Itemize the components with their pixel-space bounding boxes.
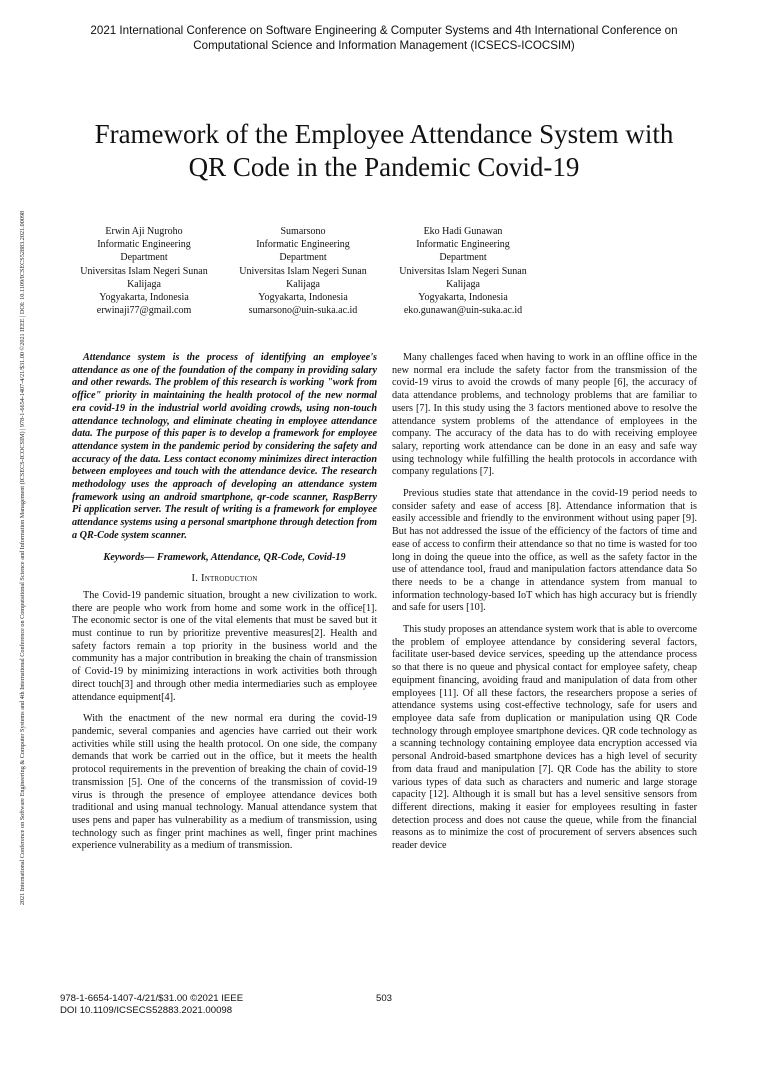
- body-paragraph: Many challenges faced when having to work in an offline office in the new normal era include the safety factor from the transmission of the covid-19 virus to avoid the crowds of many people [6], the accuracy of data attendance problems, and technology problems that are familiar to users [7]. In this study using the 3 factors mentioned above to resolve the attendance system problems of the attendance of employees in the company. The accuracy of the data has to do with receiving employee salary, reporting work attendance can be done in an easy and safe way using technology while fulfilling the health protocols in accordance with company regulations [7].: [392, 352, 697, 478]
- section-heading-introduction: [72, 573, 377, 586]
- conference-line-2: Computational Science and Information Management (ICSECS-ICOCSIM): [193, 38, 575, 52]
- author-dept-2: Department: [120, 252, 168, 264]
- author-name: Eko Hadi Gunawan: [423, 226, 503, 237]
- author-city: Yogyakarta, Indonesia: [258, 292, 348, 304]
- author-univ: Universitas Islam Negeri Sunan: [239, 265, 367, 277]
- author-block-2: [218, 225, 388, 317]
- author-univ: Universitas Islam Negeri Sunan: [80, 265, 208, 277]
- author-dept: Informatic Engineering: [97, 239, 191, 251]
- author-univ-2: Kalijaga: [127, 278, 161, 290]
- author-dept-2: Department: [279, 252, 327, 264]
- body-paragraph: With the enactment of the new normal era during the covid-19 pandemic, several companies and agencies have carried out their work activities while still using the health protocol. On one side, the company demands that work be carried out in the office, but it meets the health protocol requirements in the prevention of breaking the chain of covid-19 transmission [5]. One of the concerns of the transmission of covid-19 virus is through the presence of employee attendance devices both traditional and using manual technology. Manual attendance system that uses pens and paper has vulnerability as a medium of transmission, using technology such as finger print machines as well, finger print machines experience vulnerability as a medium of transmission.: [72, 713, 377, 852]
- section-number: I.: [191, 573, 199, 585]
- author-dept: Informatic Engineering: [256, 239, 350, 251]
- author-dept-2: Department: [439, 252, 487, 264]
- conference-header: [30, 24, 738, 53]
- body-paragraph: Previous studies state that attendance in the covid-19 period needs to consider safety and ease of access [8]. Attendance information that is easily accessible and friendly to the environment without using paper [9]. But has not addressed the issue of the efficiency of the factors of time and ease of access to confirm their attendance so that no time is wasted for too long in doing the queue into the office, as well as the safety factor in the use of attendance tool, fraud and manipulation factors attendance data So there needs to be a change in attendance system from manual to information technology-based IoT which has high accuracy but is friendly and safe for users [10].: [392, 488, 697, 614]
- author-block-1: [59, 225, 229, 317]
- footer-doi: DOI 10.1109/ICSECS52883.2021.00098: [60, 1005, 233, 1016]
- author-name: Sumarsono: [280, 226, 326, 237]
- page-number: 503: [376, 993, 393, 1004]
- paper-title: [40, 118, 728, 184]
- footer-isbn: 978-1-6654-1407-4/21/$31.00 ©2021 IEEE: [60, 993, 244, 1004]
- author-dept: Informatic Engineering: [416, 239, 510, 251]
- author-email: sumarsono@uin-suka.ac.id: [248, 305, 358, 317]
- right-column: [392, 352, 697, 862]
- body-paragraph: This study proposes an attendance system work that is able to overcome the problem of employee attendance by considering several factors, facilitate user-based device services, speeding up the attendance process so that there is no queue and physical contact for employee safety, cheap equipment financing, avoiding fraud and manipulation of data from other employees [11]. Of all these factors, the researchers propose a series of attendance systems using cost-effective technology, safe for users and employee data safe from duplication or manipulation using QR Code technology through employee smartphone devices. QR code technology as a scanning technology containing employee data encryption accessed via personal Android-based smartphone devices has a high level of security from data fraud and manipulation [7]. QR Code has the ability to store various types of data such as characters and numeric and large storage capacity [12]. Although it is small but has a level sensitive sensors from different directions, making it easier for employees resulting in faster detection process and does not cause the queue, while from the financial reasons as to minimize the cost of procurement of servers absences such reader device: [392, 624, 697, 852]
- title-line-2: QR Code in the Pandemic Covid-19: [188, 152, 580, 182]
- author-city: Yogyakarta, Indonesia: [99, 292, 189, 304]
- page-footer: [60, 993, 720, 1021]
- author-block-3: [378, 225, 548, 317]
- conference-line-1: 2021 International Conference on Software Engineering & Computer Systems and 4th International Conference on: [90, 24, 678, 37]
- keywords: Keywords— Framework, Attendance, QR-Code, Covid-19: [103, 551, 346, 563]
- author-univ-2: Kalijaga: [286, 278, 320, 290]
- left-column: [72, 352, 377, 862]
- author-name: Erwin Aji Nugroho: [105, 226, 183, 237]
- footer-publication-info: [60, 993, 243, 1017]
- author-univ: Universitas Islam Negeri Sunan: [399, 265, 527, 277]
- author-email: erwinaji77@gmail.com: [96, 305, 192, 317]
- author-city: Yogyakarta, Indonesia: [418, 292, 508, 304]
- title-line-1: Framework of the Employee Attendance System with: [94, 119, 674, 149]
- author-email: eko.gunawan@uin-suka.ac.id: [403, 305, 523, 317]
- section-title: Introduction: [200, 573, 258, 585]
- abstract: Attendance system is the process of identifying an employee's attendance as one of the foundation of the company in providing salary and other rewards. The problem of this research is working "work from office" priority in maintaining the health protocol of the new normal era covid-19 in the industrial world avoiding crowds, using non-touch attendance technology, and eliminate cheating in employee attendance data. The purpose of this paper is to develop a framework for employee attendance system in the pandemic period by considering the safety and accuracy of the data. Less contact economy minimizes direct interaction between employees and touch with the attendance device. The research methodology uses the approach of developing an attendance system framework using an android smartphone, qr-code scanner, RaspBerry Pi application server. The result of writing is a framework for employee attendance systems using a personal smartphone through detection from a QR-Code system scanner.: [72, 352, 377, 541]
- author-univ-2: Kalijaga: [446, 278, 480, 290]
- sidebar-citation: 2021 International Conference on Software Engineering & Computer Systems and 4th International Conference on Computational Science and Information Management (ICSECS-ICOCSIM) | 978-1-6654-1407-4/21/$31.00 ©2021 IEEE | DOI: 10.1109/ICSECS52883.2021.00098: [19, 210, 26, 906]
- body-paragraph: The Covid-19 pandemic situation, brought a new civilization to work. there are people who work from home and some work in the office[1]. The economic sector is one of the vital elements that must be saved but it must continue to run by prioritize preventive measures[2]. Health and safety factors remain a top priority in the business world and the community has a major contribution in breaking the chain of transmission of Covid-19 by minimizing interactions in work activities both through direct touch[3] and through other media intermediaries such as employee attendance equipment[4].: [72, 589, 377, 703]
